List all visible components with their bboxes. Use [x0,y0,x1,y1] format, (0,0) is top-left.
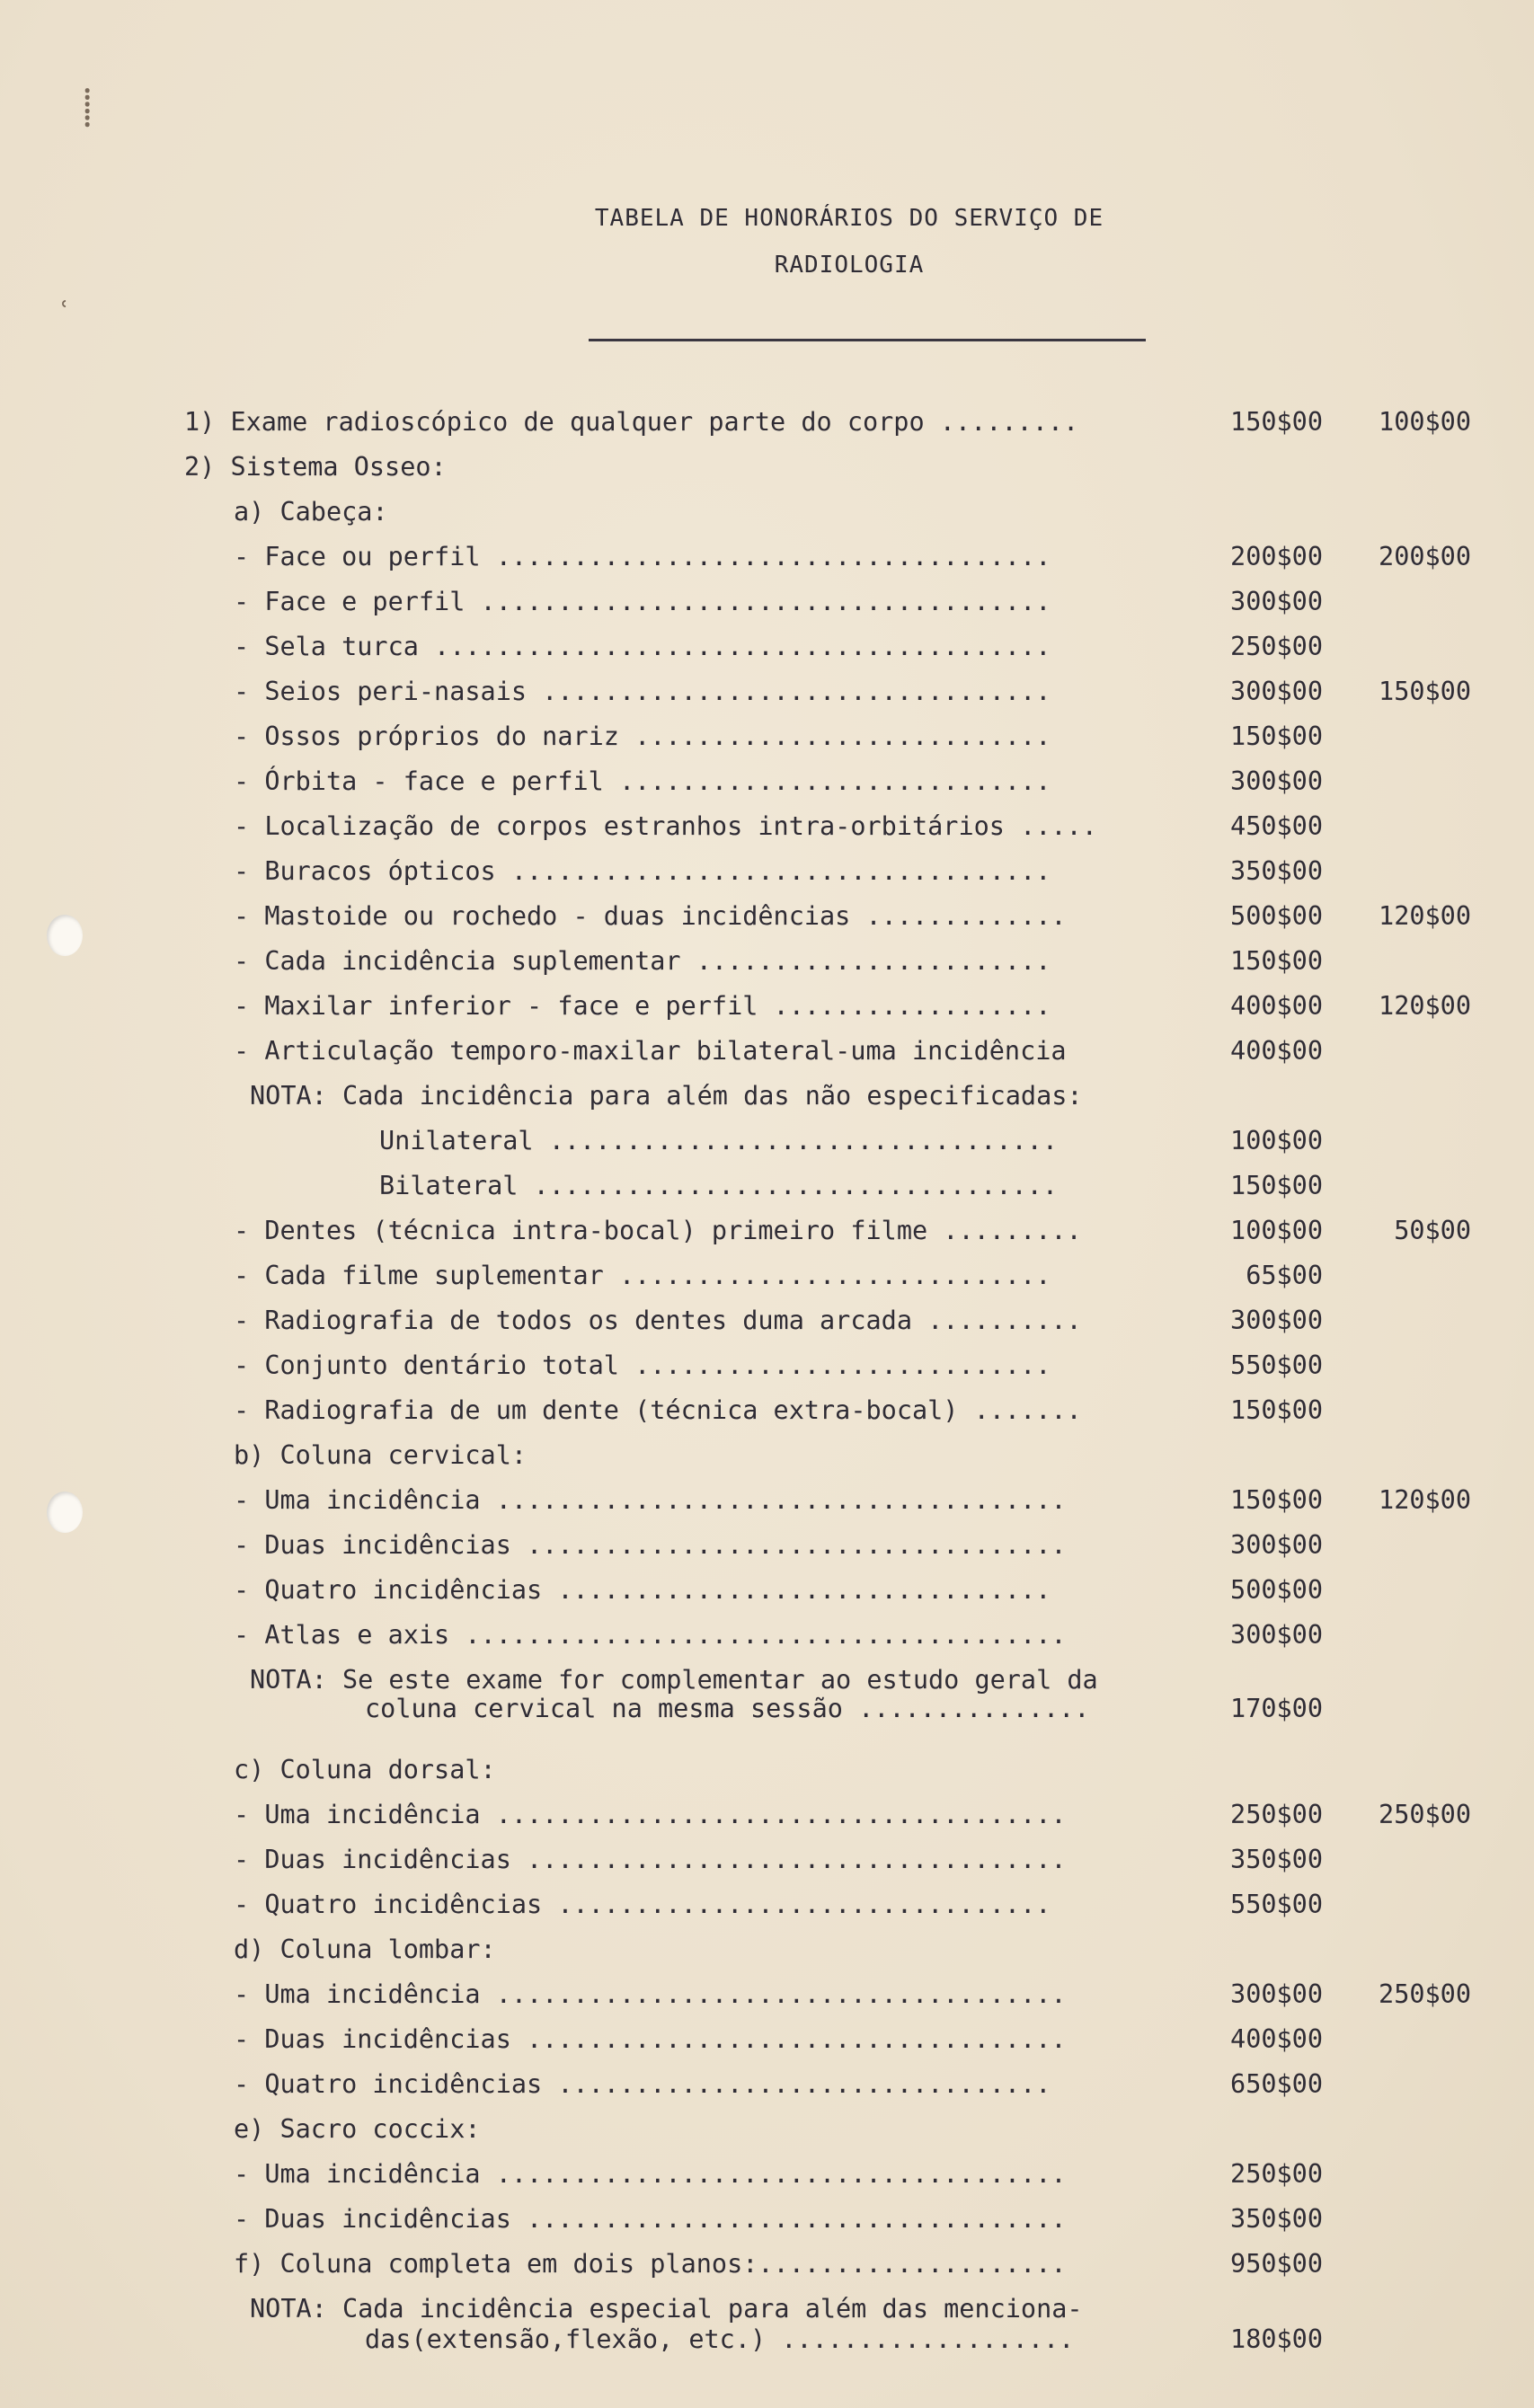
fee-row [0,627,1534,667]
fee-item-label: d) Coluna lombar: [234,1934,496,1964]
fee-item-label: - Duas incidências ................................... [234,1530,1067,1560]
fee-row [0,2110,1534,2149]
pen-mark: ⸽ [83,87,93,128]
fee-price-secondary: 200$00 [1379,542,1471,571]
fee-price: 450$00 [1230,811,1323,841]
fee-item-label: - Atlas e axis ....................................... [234,1620,1067,1650]
fee-item-label: das(extensão,flexão, etc.) ................... [365,2324,1075,2354]
fee-item-label: - Articulação temporo-maxilar bilateral-uma incidência [234,1036,1067,1066]
fee-item-label: - Duas incidências ................................... [234,2204,1067,2234]
fee-price: 180$00 [1230,2324,1323,2354]
fee-row [0,672,1534,712]
fee-row [0,1346,1534,1385]
fee-item-label: - Uma incidência ..................................... [234,1979,1067,2009]
fee-row [0,807,1534,846]
fee-price: 300$00 [1230,1620,1323,1650]
fee-price: 250$00 [1230,632,1323,661]
fee-row [0,1301,1534,1341]
fee-price: 200$00 [1230,542,1323,571]
fee-row [0,1391,1534,1430]
fee-item-label: - Sela turca ........................................ [234,632,1051,661]
fee-row [0,492,1534,532]
fee-price: 150$00 [1230,1171,1323,1200]
fee-price: 550$00 [1230,1890,1323,1919]
fee-item-label: - Face e perfil ..................................... [234,587,1051,616]
fee-price: 400$00 [1230,991,1323,1021]
fee-item-label: - Quatro incidências ................................ [234,1890,1051,1919]
fee-price-secondary: 150$00 [1379,677,1471,706]
fee-price: 170$00 [1230,1694,1323,1723]
document-subtitle: RADIOLOGIA [774,252,925,279]
fee-item-label: - Conjunto dentário total ........................... [234,1350,1051,1380]
fee-item-label: - Dentes (técnica intra-bocal) primeiro filme ......... [234,1216,1082,1245]
fee-item-label: e) Sacro coccix: [234,2114,481,2144]
fee-row [0,1750,1534,1790]
fee-row [0,2065,1534,2104]
fee-item-label: NOTA: Cada incidência para além das não especificadas: [250,1081,1083,1111]
fee-item-label: 2) Sistema Osseo: [184,452,447,482]
fee-row [0,942,1534,981]
fee-price: 150$00 [1230,946,1323,976]
fee-row [0,1616,1534,1655]
fee-item-label: - Seios peri-nasais ................................. [234,677,1051,706]
fee-row [0,447,1534,487]
fee-price: 300$00 [1230,1979,1323,2009]
fee-row [0,1526,1534,1565]
fee-row [0,2200,1534,2239]
fee-price: 400$00 [1230,1036,1323,1066]
fee-row [0,1689,1534,1729]
fee-row [0,1076,1534,1116]
fee-price: 650$00 [1230,2069,1323,2099]
fee-row [0,1031,1534,1071]
fee-row [0,897,1534,936]
fee-price: 950$00 [1230,2249,1323,2279]
title-underline [589,339,1146,341]
fee-row [0,1571,1534,1610]
fee-row [0,1121,1534,1161]
fee-item-label: - Radiografia de um dente (técnica extra-bocal) ....... [234,1395,1082,1425]
fee-row [0,852,1534,891]
fee-row [0,582,1534,622]
fee-price: 550$00 [1230,1350,1323,1380]
fee-item-label: - Face ou perfil .................................... [234,542,1051,571]
fee-price: 350$00 [1230,856,1323,886]
fee-item-label: - Maxilar inferior - face e perfil .................. [234,991,1051,1021]
fee-price: 300$00 [1230,1530,1323,1560]
fee-price: 250$00 [1230,2159,1323,2189]
fee-item-label: - Cada filme suplementar ............................ [234,1261,1051,1290]
fee-row [0,1885,1534,1925]
fee-item-label: - Órbita - face e perfil ............................ [234,766,1051,796]
fee-price: 100$00 [1230,1126,1323,1155]
fee-price-secondary: 120$00 [1379,991,1471,1021]
fee-price: 65$00 [1246,1261,1323,1290]
fee-price: 300$00 [1230,587,1323,616]
fee-price-secondary: 50$00 [1394,1216,1471,1245]
fee-item-label: NOTA: Cada incidência especial para além das menciona- [250,2294,1083,2324]
fee-row [0,1975,1534,2014]
fee-price: 250$00 [1230,1800,1323,1829]
fee-price: 300$00 [1230,1306,1323,1335]
fee-row [0,1840,1534,1880]
fee-row [0,1795,1534,1835]
fee-row [0,717,1534,757]
fee-price: 350$00 [1230,1845,1323,1874]
fee-item-label: - Duas incidências ................................... [234,1845,1067,1874]
fee-price: 300$00 [1230,677,1323,706]
fee-item-label: - Quatro incidências ................................ [234,1575,1051,1605]
fee-row [0,762,1534,801]
pen-mark: ʿ [56,297,73,328]
fee-price-secondary: 100$00 [1379,407,1471,437]
fee-price: 150$00 [1230,1485,1323,1515]
fee-row [0,1256,1534,1296]
fee-price: 150$00 [1230,407,1323,437]
fee-item-label: - Uma incidência ..................................... [234,2159,1067,2189]
fee-row [0,537,1534,577]
fee-item-label: - Ossos próprios do nariz ........................... [234,722,1051,751]
fee-item-label: - Cada incidência suplementar ....................... [234,946,1051,976]
fee-price-secondary: 250$00 [1379,1979,1471,2009]
fee-price: 400$00 [1230,2024,1323,2054]
fee-price: 350$00 [1230,2204,1323,2234]
fee-item-label: Bilateral .................................. [379,1171,1058,1200]
fee-item-label: f) Coluna completa em dois planos:.................... [234,2249,1067,2279]
fee-row [0,987,1534,1026]
fee-price: 150$00 [1230,722,1323,751]
fee-item-label: 1) Exame radioscópico de qualquer parte do corpo ......... [184,407,1079,437]
fee-item-label: a) Cabeça: [234,497,388,527]
fee-price: 500$00 [1230,901,1323,931]
fee-row [0,1211,1534,1251]
fee-item-label: - Buracos ópticos ................................... [234,856,1051,886]
fee-item-label: coluna cervical na mesma sessão ............... [365,1694,1090,1723]
fee-price-secondary: 120$00 [1379,1485,1471,1515]
fee-row [0,403,1534,442]
fee-price: 150$00 [1230,1395,1323,1425]
fee-row [0,1166,1534,1206]
fee-price-secondary: 120$00 [1379,901,1471,931]
fee-item-label: c) Coluna dorsal: [234,1755,496,1784]
fee-item-label: - Mastoide ou rochedo - duas incidências ............. [234,901,1067,931]
fee-row [0,1481,1534,1520]
fee-item-label: - Uma incidência ..................................... [234,1485,1067,1515]
fee-price-secondary: 250$00 [1379,1800,1471,1829]
document-title: TABELA DE HONORÁRIOS DO SERVIÇO DE [594,205,1104,232]
fee-item-label: - Radiografia de todos os dentes duma arcada .......... [234,1306,1082,1335]
fee-row [0,1930,1534,1970]
fee-row [0,2320,1534,2359]
fee-row [0,2244,1534,2284]
fee-row [0,2020,1534,2059]
fee-price: 500$00 [1230,1575,1323,1605]
fee-item-label: - Duas incidências ................................... [234,2024,1067,2054]
fee-item-label: - Localização de corpos estranhos intra-orbitários ..... [234,811,1097,841]
fee-row [0,1436,1534,1475]
fee-item-label: b) Coluna cervical: [234,1440,528,1470]
fee-item-label: - Uma incidência ..................................... [234,1800,1067,1829]
fee-price: 300$00 [1230,766,1323,796]
fee-item-label: Unilateral ................................. [379,1126,1058,1155]
fee-item-label: - Quatro incidências ................................ [234,2069,1051,2099]
fee-item-label: NOTA: Se este exame for complementar ao estudo geral da [250,1665,1098,1695]
fee-row [0,2155,1534,2194]
fee-price: 100$00 [1230,1216,1323,1245]
